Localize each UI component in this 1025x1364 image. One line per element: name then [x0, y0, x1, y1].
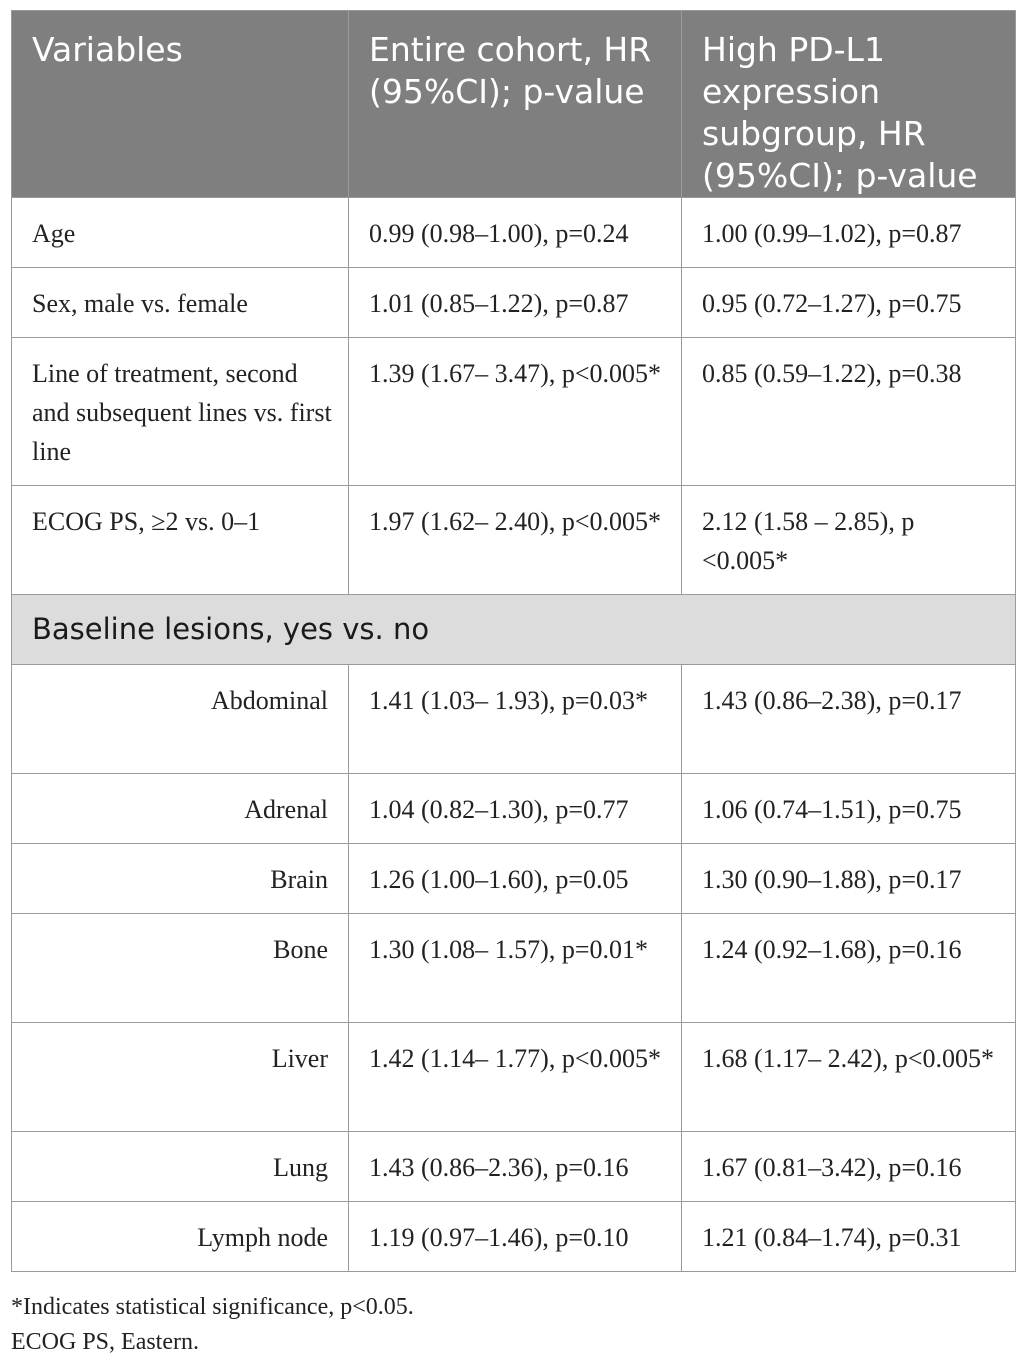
section-label: Baseline lesions, yes vs. no: [12, 595, 1016, 665]
table-row: [12, 268, 1016, 338]
table-row: [12, 665, 1016, 774]
variable-cell: Line of treatment, second and subsequent lines vs. first line: [12, 338, 349, 486]
variable-cell: Liver: [12, 1023, 349, 1132]
variable-cell: Lymph node: [12, 1202, 349, 1272]
entire-cohort-cell: 1.04 (0.82–1.30), p=0.77: [349, 774, 682, 844]
high-pdl1-cell: 1.43 (0.86–2.38), p=0.17: [682, 665, 1016, 774]
variable-cell: Adrenal: [12, 774, 349, 844]
entire-cohort-cell: 1.30 (1.08– 1.57), p=0.01*: [349, 914, 682, 1023]
variable-cell: Age: [12, 198, 349, 268]
high-pdl1-cell: 0.85 (0.59–1.22), p=0.38: [682, 338, 1016, 486]
high-pdl1-cell: 1.68 (1.17– 2.42), p<0.005*: [682, 1023, 1016, 1132]
entire-cohort-cell: 0.99 (0.98–1.00), p=0.24: [349, 198, 682, 268]
section-row: [12, 595, 1016, 665]
abbreviation-footnote: ECOG PS, Eastern.: [11, 1329, 199, 1355]
high-pdl1-cell: 2.12 (1.58 – 2.85), p <0.005*: [682, 486, 1016, 595]
header-entire-cohort: Entire cohort, HR (95%CI); p-value: [349, 11, 682, 198]
entire-cohort-cell: 1.97 (1.62– 2.40), p<0.005*: [349, 486, 682, 595]
significance-footnote: *Indicates statistical significance, p<0.05.: [11, 1294, 414, 1320]
entire-cohort-cell: 1.01 (0.85–1.22), p=0.87: [349, 268, 682, 338]
high-pdl1-cell: 1.67 (0.81–3.42), p=0.16: [682, 1132, 1016, 1202]
table-footnotes: [11, 1290, 414, 1360]
variable-cell: Brain: [12, 844, 349, 914]
entire-cohort-cell: 1.41 (1.03– 1.93), p=0.03*: [349, 665, 682, 774]
variable-cell: Abdominal: [12, 665, 349, 774]
entire-cohort-cell: 1.39 (1.67– 3.47), p<0.005*: [349, 338, 682, 486]
table-row: [12, 1202, 1016, 1272]
variable-cell: Sex, male vs. female: [12, 268, 349, 338]
header-variables: Variables: [12, 11, 349, 198]
table-row: [12, 198, 1016, 268]
table-row: [12, 914, 1016, 1023]
table-row: [12, 774, 1016, 844]
high-pdl1-cell: 1.30 (0.90–1.88), p=0.17: [682, 844, 1016, 914]
variable-cell: ECOG PS, ≥2 vs. 0–1: [12, 486, 349, 595]
header-row: [12, 11, 1016, 198]
table-row: [12, 338, 1016, 486]
high-pdl1-cell: 1.06 (0.74–1.51), p=0.75: [682, 774, 1016, 844]
entire-cohort-cell: 1.19 (0.97–1.46), p=0.10: [349, 1202, 682, 1272]
variable-cell: Lung: [12, 1132, 349, 1202]
results-table-container: [11, 10, 1015, 1272]
table-row: [12, 1132, 1016, 1202]
high-pdl1-cell: 0.95 (0.72–1.27), p=0.75: [682, 268, 1016, 338]
entire-cohort-cell: 1.26 (1.00–1.60), p=0.05: [349, 844, 682, 914]
hazard-ratio-table: [11, 10, 1016, 1272]
entire-cohort-cell: 1.42 (1.14– 1.77), p<0.005*: [349, 1023, 682, 1132]
entire-cohort-cell: 1.43 (0.86–2.36), p=0.16: [349, 1132, 682, 1202]
table-row: [12, 486, 1016, 595]
table-row: [12, 1023, 1016, 1132]
high-pdl1-cell: 1.00 (0.99–1.02), p=0.87: [682, 198, 1016, 268]
variable-cell: Bone: [12, 914, 349, 1023]
header-high-pdl1: High PD-L1 expression subgroup, HR (95%CI); p-value: [682, 11, 1016, 198]
high-pdl1-cell: 1.24 (0.92–1.68), p=0.16: [682, 914, 1016, 1023]
high-pdl1-cell: 1.21 (0.84–1.74), p=0.31: [682, 1202, 1016, 1272]
table-row: [12, 844, 1016, 914]
